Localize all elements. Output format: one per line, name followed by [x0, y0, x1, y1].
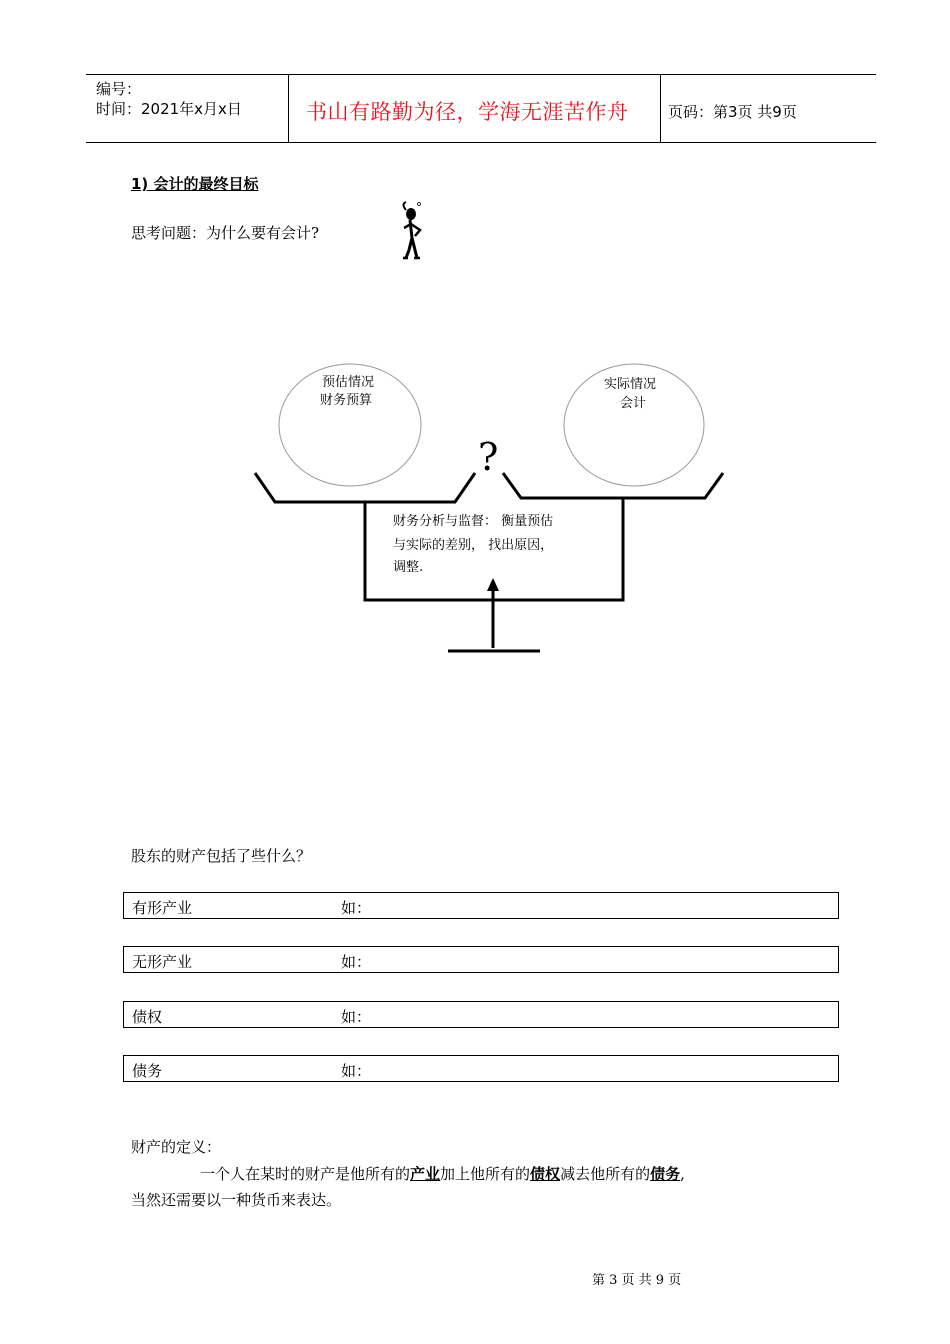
- definition-text: ,: [680, 1165, 685, 1183]
- asset-row-tangible: [123, 892, 839, 919]
- section-heading: 1) 会计的最终目标: [131, 175, 259, 193]
- estimate-circle-line1: 预估情况: [322, 375, 375, 390]
- doc-time-label: 时间：2021年x月x日: [96, 100, 242, 118]
- asset-row-label: 无形产业: [132, 953, 193, 971]
- header-divider-right: [660, 74, 661, 142]
- diagram-question-mark: ?: [478, 435, 499, 479]
- actual-circle-line1: 实际情况: [604, 377, 657, 392]
- asset-row-label: 有形产业: [132, 899, 193, 917]
- header-page-label: 页码：第3页 共9页: [668, 103, 797, 121]
- asset-row-example: 如：: [341, 899, 372, 917]
- definition-text: 加上他所有的: [440, 1165, 531, 1183]
- asset-row-intangible: [123, 946, 839, 973]
- stand-arrow-head: [487, 578, 499, 591]
- analysis-text-line1: 财务分析与监督： 衡量预估: [393, 514, 554, 529]
- asset-row-example: 如：: [341, 953, 372, 971]
- asset-row-example: 如：: [341, 1062, 372, 1080]
- definition-title: 财产的定义：: [131, 1138, 222, 1156]
- doc-number-label: 编号：: [96, 80, 142, 98]
- definition-line2: 当然还需要以一种货币来表达。: [131, 1191, 342, 1209]
- header-bottom-rule: [86, 142, 876, 143]
- scale-left-arm: [255, 473, 475, 502]
- header-motto: 书山有路勤为径，学海无涯苦作舟: [306, 100, 629, 124]
- assets-question: 股东的财产包括了些什么？: [131, 847, 312, 865]
- definition-text: 减去他所有的: [560, 1165, 651, 1183]
- keyword-property: 产业: [410, 1165, 441, 1183]
- keyword-debts: 债务: [650, 1165, 681, 1183]
- thinking-question: 思考问题：为什么要有会计?: [131, 224, 320, 242]
- asset-row-claims: [123, 1001, 839, 1028]
- thinking-figure-icon: [396, 200, 432, 260]
- footer-page-number: 第 3 页 共 9 页: [592, 1273, 682, 1288]
- scale-right-arm: [503, 473, 723, 498]
- estimate-circle-line2: 财务预算: [320, 393, 373, 408]
- asset-row-debts: [123, 1055, 839, 1082]
- analysis-text-line3: 调整.: [393, 560, 424, 575]
- asset-row-label: 债务: [132, 1062, 163, 1080]
- header-divider-left: [288, 74, 289, 142]
- definition-text: 一个人在某时的财产是他所有的: [200, 1165, 411, 1183]
- asset-row-example: 如：: [341, 1008, 372, 1026]
- analysis-text-line2: 与实际的差别， 找出原因，: [393, 538, 554, 553]
- keyword-claims: 债权: [530, 1165, 561, 1183]
- definition-paragraph: [200, 1163, 685, 1184]
- actual-circle-line2: 会计: [620, 396, 647, 411]
- header-top-rule: [86, 74, 876, 75]
- balance-scale-diagram: [240, 350, 740, 660]
- asset-row-label: 债权: [132, 1008, 163, 1026]
